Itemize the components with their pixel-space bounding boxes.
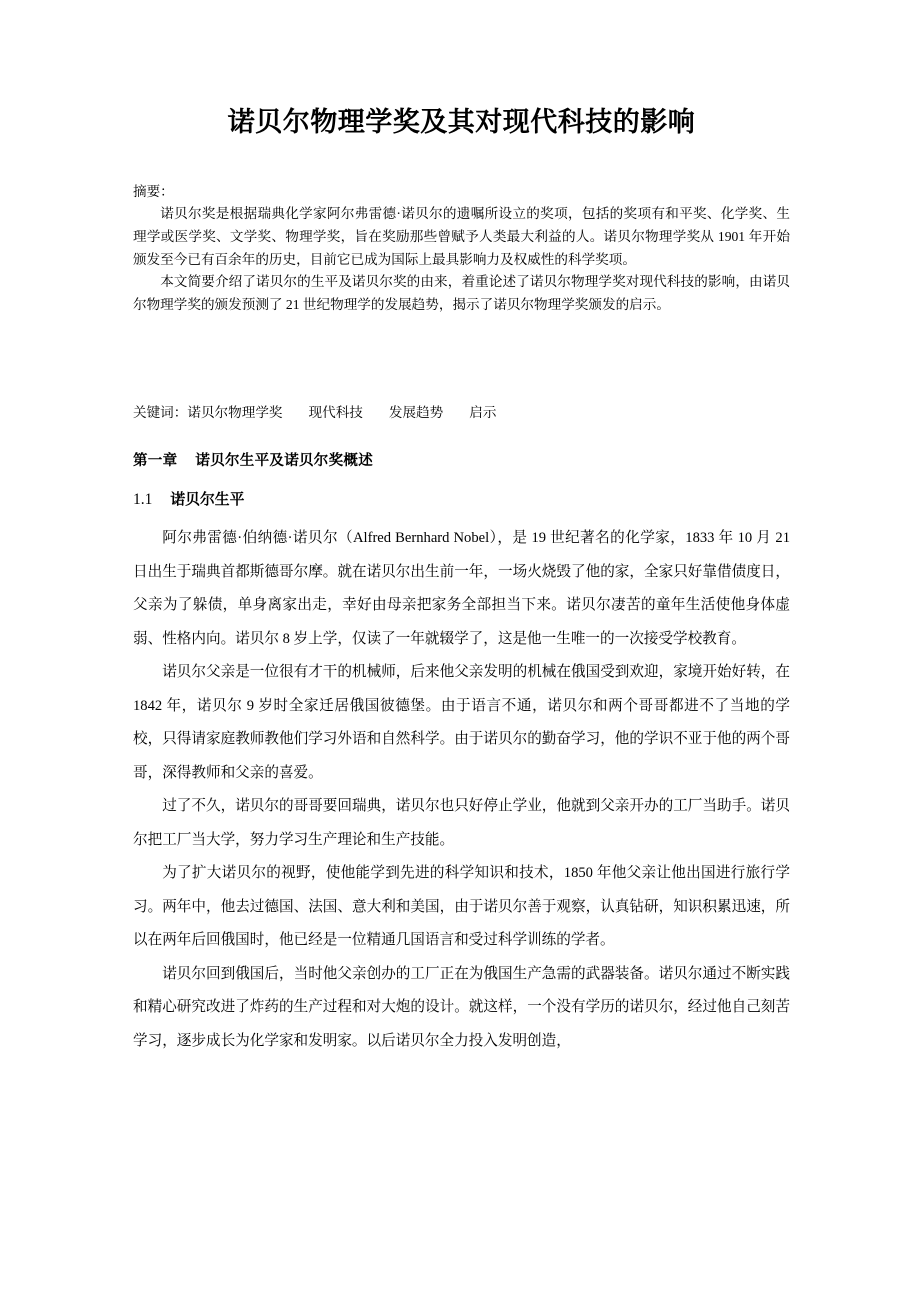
abstract-label: 摘要： <box>133 184 174 199</box>
abstract-paragraph: 本文简要介绍了诺贝尔的生平及诺贝尔奖的由来，着重论述了诺贝尔物理学奖对现代科技的影响，由诺贝尔物理学奖的颁发预测了 21 世纪物理学的发展趋势，揭示了诺贝尔物理学奖颁发的启示。 <box>133 274 790 312</box>
body-paragraph: 阿尔弗雷德·伯纳德·诺贝尔（Alfred Bernhard Nobel），是 19 世纪著名的化学家，1833 年 10 月 21 日出生于瑞典首都斯德哥尔摩。就在诺贝尔出生前一年，一场火烧毁了他的家，全家只好靠借债度日，父亲为了躲债，单身离家出走，幸好由母亲把家务全部担当下来。诺贝尔凄苦的童年生活使他身体虚弱、性格内向。诺贝尔 8 岁上学，仅读了一年就辍学了，这是他一生唯一的一次接受学校教育。 <box>133 530 790 647</box>
body-paragraph: 为了扩大诺贝尔的视野，使他能学到先进的科学知识和技术，1850 年他父亲让他出国进行旅行学习。两年中，他去过德国、法国、意大利和美国，由于诺贝尔善于观察，认真钻研，知识积累迅速，所以在两年后回俄国时，他已经是一位精通几国语言和受过科学训练的学者。 <box>133 865 790 948</box>
section-title: 诺贝尔生平 <box>170 492 245 508</box>
abstract-paragraph: 诺贝尔奖是根据瑞典化学家阿尔弗雷德·诺贝尔的遗嘱所设立的奖项，包括的奖项有和平奖、化学奖、生理学或医学奖、文学奖、物理学奖，旨在奖励那些曾赋予人类最大利益的人。诺贝尔物理学奖从 1901 年开始颁发至今已有百余年的历史，目前它已成为国际上最具影响力及权威性的科学奖项。 <box>133 206 790 267</box>
body-paragraph: 诺贝尔回到俄国后，当时他父亲创办的工厂正在为俄国生产急需的武器装备。诺贝尔通过不断实践和精心研究改进了炸药的生产过程和对大炮的设计。就这样，一个没有学历的诺贝尔，经过他自己刻苦学习，逐步成长为化学家和发明家。以后诺贝尔全力投入发明创造， <box>133 965 790 1049</box>
keyword-term: 启示 <box>469 405 497 420</box>
keyword-term: 发展趋势 <box>388 405 444 420</box>
body-paragraph: 过了不久，诺贝尔的哥哥要回瑞典，诺贝尔也只好停止学业，他就到父亲开办的工厂当助手。诺贝尔把工厂当大学，努力学习生产理论和生产技能。 <box>133 798 790 848</box>
chapter-title: 诺贝尔生平及诺贝尔奖概述 <box>195 453 374 469</box>
keywords-label: 关键词： <box>133 405 188 420</box>
abstract-section <box>133 181 790 316</box>
section-heading <box>133 489 790 511</box>
keyword-term: 诺贝尔物理学奖 <box>187 405 283 420</box>
chapter-heading <box>133 450 790 472</box>
chapter-number: 第一章 <box>133 453 178 469</box>
body-paragraph: 诺贝尔父亲是一位很有才干的机械师，后来他父亲发明的机械在俄国受到欢迎，家境开始好转，在 1842 年，诺贝尔 9 岁时全家迁居俄国彼德堡。由于语言不通，诺贝尔和两个哥哥都进不了当地的学校，只得请家庭教师教他们学习外语和自然科学。由于诺贝尔的勤奋学习，他的学识不亚于他的两个哥哥，深得教师和父亲的喜爱。 <box>133 664 790 781</box>
section-number: 1.1 <box>133 491 153 508</box>
keyword-term: 现代科技 <box>308 405 363 420</box>
page-title: 诺贝尔物理学奖及其对现代科技的影响 <box>227 107 696 137</box>
body-text <box>133 522 790 1058</box>
keywords-line <box>133 402 790 424</box>
